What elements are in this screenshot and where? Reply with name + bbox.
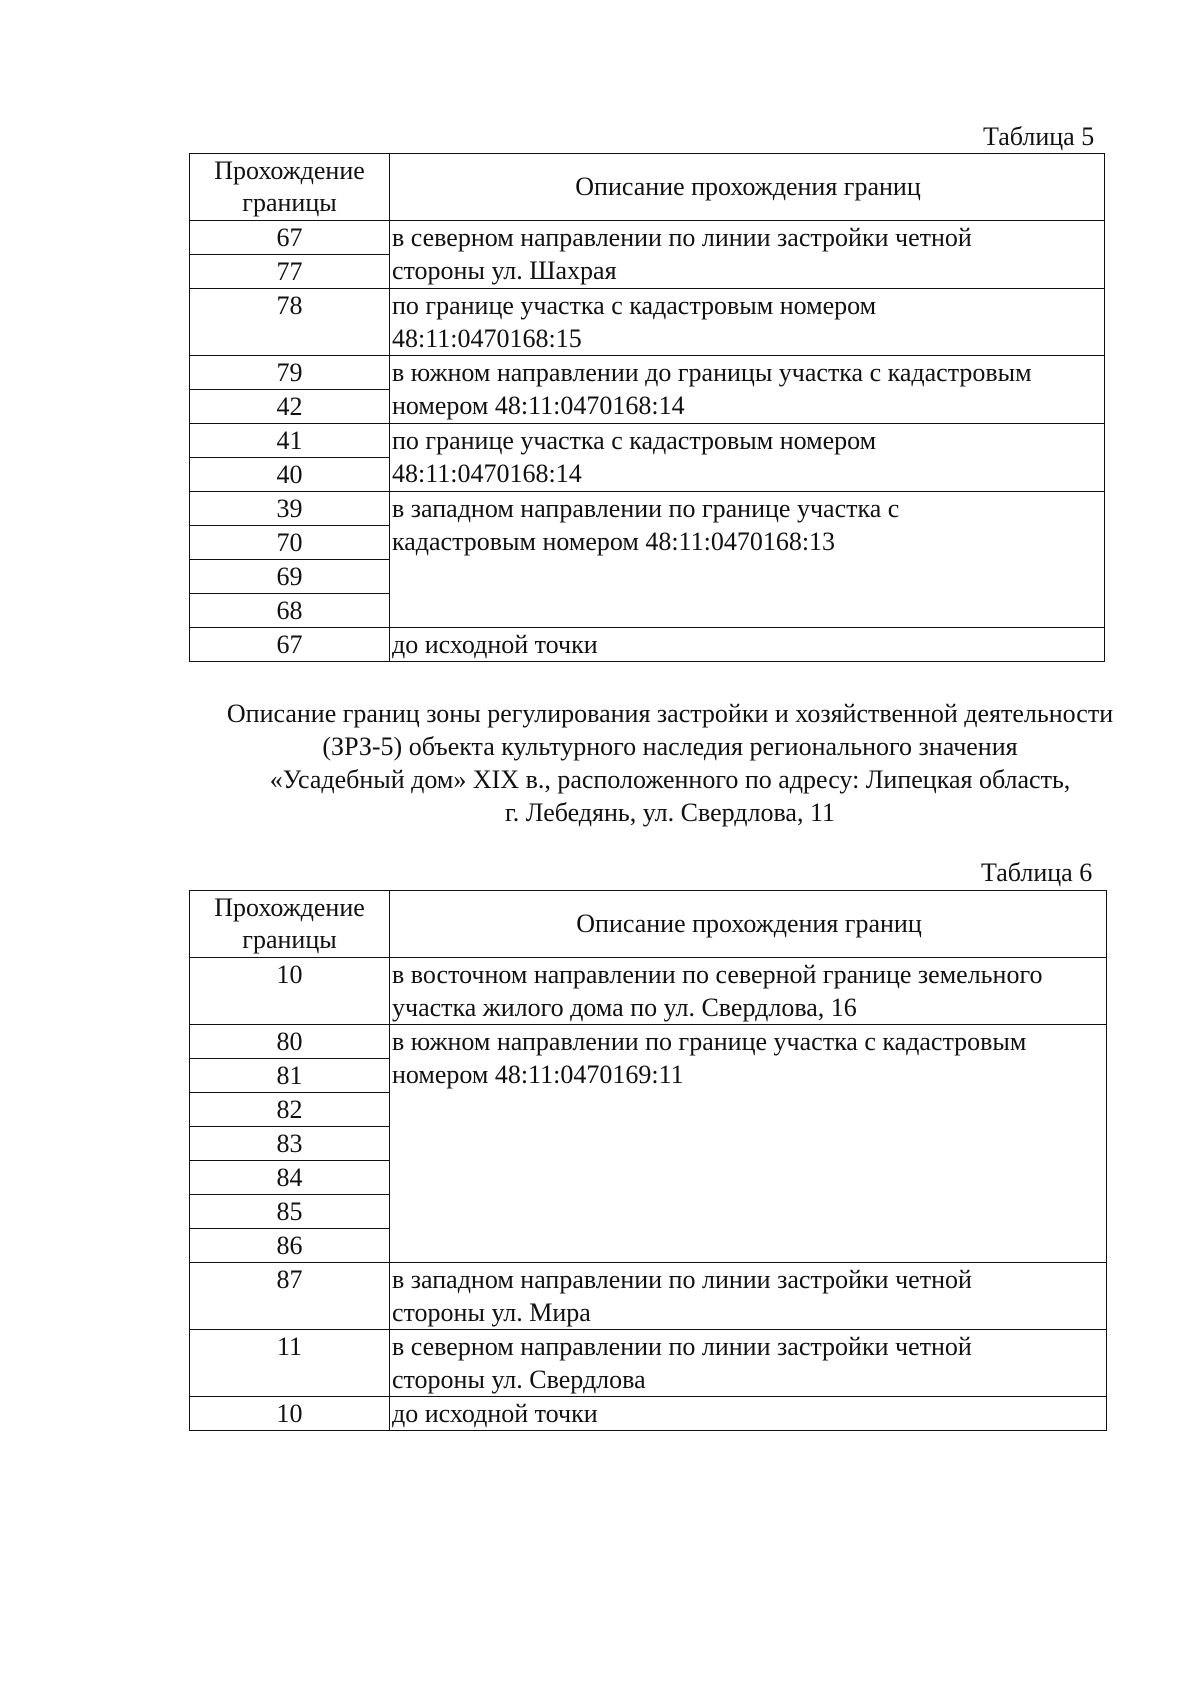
table-row: [190, 356, 1105, 390]
point-cell: 42: [190, 390, 390, 424]
header-col1-line1: Прохождение: [214, 156, 365, 185]
table-row: [190, 628, 1105, 662]
point-cell: 70: [190, 526, 390, 560]
heading-line: (ЗРЗ-5) объекта культурного наследия регионального значения: [322, 732, 1018, 761]
point-cell: 80: [190, 1025, 390, 1059]
table-row: [190, 221, 1105, 255]
table6-header-col2: Описание прохождения границ: [390, 891, 1107, 958]
point-cell: 11: [190, 1330, 390, 1397]
description-cell: [390, 289, 1105, 356]
table5-header-col1: [190, 154, 390, 221]
description-line: 48:11:0470168:15: [392, 324, 582, 353]
heading-line: г. Лебедянь, ул. Свердлова, 11: [505, 798, 835, 827]
section-heading: [180, 697, 1160, 829]
table-row: [190, 1330, 1107, 1397]
table-row: [190, 1263, 1107, 1330]
description-line: номером 48:11:0470169:11: [392, 1060, 684, 1089]
description-cell: [390, 958, 1107, 1025]
description-cell: [390, 628, 1105, 662]
table-row: [190, 492, 1105, 526]
table5-caption: Таблица 5: [983, 122, 1095, 151]
description-cell: [390, 1330, 1107, 1397]
table6-header-row: [190, 891, 1107, 958]
description-line: участка жилого дома по ул. Свердлова, 16: [392, 993, 857, 1022]
description-line: в южном направлении по границе участка с кадастровым: [392, 1027, 1027, 1056]
header-col1-line2: границы: [242, 925, 337, 954]
point-cell: 67: [190, 628, 390, 662]
description-cell: [390, 492, 1105, 628]
point-cell: 10: [190, 958, 390, 1025]
point-cell: 81: [190, 1059, 390, 1093]
header-col1-line1: Прохождение: [214, 893, 365, 922]
point-cell: 69: [190, 560, 390, 594]
point-cell: 40: [190, 458, 390, 492]
description-line: в западном направлении по линии застройки четной: [392, 1265, 972, 1294]
description-line: до исходной точки: [392, 1399, 598, 1428]
point-cell: 87: [190, 1263, 390, 1330]
description-cell: [390, 356, 1105, 424]
table6-header-col1: [190, 891, 390, 958]
point-cell: 67: [190, 221, 390, 255]
point-cell: 68: [190, 594, 390, 628]
point-cell: 78: [190, 289, 390, 356]
description-line: номером 48:11:0470168:14: [392, 391, 685, 420]
point-cell: 39: [190, 492, 390, 526]
description-line: кадастровым номером 48:11:0470168:13: [392, 527, 836, 556]
point-cell: 10: [190, 1397, 390, 1431]
table-row: [190, 1397, 1107, 1431]
table-row: [190, 289, 1105, 356]
description-line: по границе участка с кадастровым номером: [392, 426, 877, 455]
description-line: стороны ул. Свердлова: [392, 1365, 646, 1394]
description-cell: [390, 424, 1105, 492]
point-cell: 41: [190, 424, 390, 458]
table5-header-col2: Описание прохождения границ: [390, 154, 1105, 221]
description-line: стороны ул. Мира: [392, 1298, 591, 1327]
description-cell: [390, 1397, 1107, 1431]
description-line: в северном направлении по линии застройки четной: [392, 1332, 972, 1361]
description-line: в восточном направлении по северной границе земельного: [392, 960, 1043, 989]
table-row: [190, 424, 1105, 458]
table5-header-row: [190, 154, 1105, 221]
description-line: по границе участка с кадастровым номером: [392, 291, 877, 320]
table-row: [190, 1025, 1107, 1059]
description-line: в западном направлении по границе участка с: [392, 494, 900, 523]
header-col1-line2: границы: [242, 188, 337, 217]
description-line: стороны ул. Шахрая: [392, 256, 617, 285]
point-cell: 83: [190, 1127, 390, 1161]
point-cell: 82: [190, 1093, 390, 1127]
table-row: [190, 958, 1107, 1025]
point-cell: 77: [190, 255, 390, 289]
table5: [189, 153, 1105, 662]
description-line: 48:11:0470168:14: [392, 459, 582, 488]
description-line: в южном направлении до границы участка с кадастровым: [392, 358, 1032, 387]
description-cell: [390, 1025, 1107, 1263]
point-cell: 85: [190, 1195, 390, 1229]
description-cell: [390, 221, 1105, 289]
table6-caption: Таблица 6: [981, 858, 1093, 887]
heading-line: «Усадебный дом» XIX в., расположенного по адресу: Липецкая область,: [269, 765, 1071, 794]
point-cell: 86: [190, 1229, 390, 1263]
description-line: в северном направлении по линии застройки четной: [392, 223, 972, 252]
point-cell: 84: [190, 1161, 390, 1195]
table6: [189, 890, 1107, 1431]
heading-line: Описание границ зоны регулирования застройки и хозяйственной деятельности: [226, 699, 1114, 728]
description-cell: [390, 1263, 1107, 1330]
description-line: до исходной точки: [392, 630, 598, 659]
point-cell: 79: [190, 356, 390, 390]
